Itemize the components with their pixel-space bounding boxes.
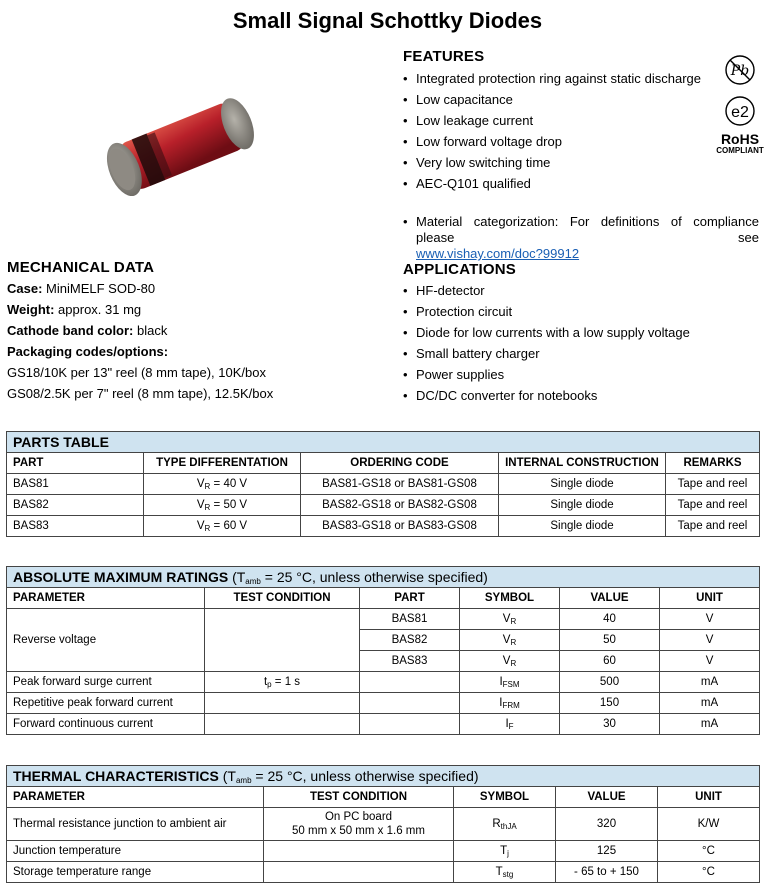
list-item: • Diode for low currents with a low supply voltage <box>403 325 759 341</box>
table-row: Repetitive peak forward current $I_{FRM}$ 150 mA <box>7 693 760 714</box>
table-row: Storage temperature range $T_{stg}$ - 65 to + 150 °C <box>7 862 760 883</box>
column-header: PART <box>360 588 460 609</box>
column-header: PARAMETER <box>7 588 205 609</box>
features-list <box>403 71 701 197</box>
e2-icon <box>724 95 756 127</box>
list-item: • HF-detector <box>403 283 759 299</box>
abs-max-caption: ABSOLUTE MAXIMUM RATINGS ($T_{amb} = 25$ °C, unless otherwise specified) <box>7 567 760 588</box>
compliant-label: COMPLIANT <box>716 146 764 155</box>
applications-list <box>403 283 759 409</box>
rohs-label: RoHS <box>720 131 760 147</box>
list-item: • Integrated protection ring against static discharge <box>403 71 701 87</box>
list-item: • Low forward voltage drop <box>403 134 701 150</box>
compliance-link[interactable]: www.vishay.com/doc?99912 <box>416 246 580 261</box>
thermal-table <box>6 765 760 883</box>
parts-table <box>6 431 760 537</box>
applications-heading: APPLICATIONS <box>403 261 516 278</box>
column-header: PARAMETER <box>7 787 264 808</box>
column-header: REMARKS <box>666 453 760 474</box>
mechanical-data: Case: MiniMELF SOD-80 Weight: approx. 31 mg Cathode band color: black Packaging codes/options: GS18/10K per 13" reel (8 mm tape), 10K/box GS08/2.5K per 7" reel (8 mm tape), 12.5K/box <box>7 281 274 401</box>
diode-image <box>92 84 268 210</box>
column-header: TYPE DIFFERENTATION <box>144 453 301 474</box>
list-item: • Low capacitance <box>403 92 701 108</box>
list-item: • Material categorization: For definitions of compliance please see www.vishay.com/doc?99912 <box>403 214 759 262</box>
table-row: Junction temperature $T_j$ 125 °C <box>7 841 760 862</box>
column-header: SYMBOL <box>460 588 560 609</box>
column-header: VALUE <box>560 588 660 609</box>
column-header: PART <box>7 453 144 474</box>
list-item: • Very low switching time <box>403 155 701 171</box>
column-header: UNIT <box>658 787 760 808</box>
list-item: • Low leakage current <box>403 113 701 129</box>
table-row: Peak forward surge current $t_p = 1$ s $I_{FSM}$ 500 mA <box>7 672 760 693</box>
column-header: TEST CONDITION <box>205 588 360 609</box>
column-header: UNIT <box>660 588 760 609</box>
table-row: BAS83 $V_R = 60$ V BAS83-GS18 or BAS83-GS08 Single diode Tape and reel <box>7 516 760 537</box>
abs-max-table <box>6 566 760 735</box>
thermal-caption: THERMAL CHARACTERISTICS ($T_{amb} = 25$ °C, unless otherwise specified) <box>7 766 760 787</box>
svg-text:Pb: Pb <box>730 63 750 79</box>
lead-free-icon <box>724 54 756 86</box>
material-list <box>403 214 759 267</box>
column-header: ORDERING CODE <box>301 453 499 474</box>
column-header: TEST CONDITION <box>264 787 454 808</box>
column-header: INTERNAL CONSTRUCTION <box>499 453 666 474</box>
list-item: • Power supplies <box>403 367 759 383</box>
table-row: Reverse voltage BAS81 $V_R$ 40 V <box>7 609 760 630</box>
svg-text:e2: e2 <box>731 104 749 121</box>
list-item: • Protection circuit <box>403 304 759 320</box>
page-title: Small Signal Schottky Diodes <box>232 8 543 33</box>
features-heading: FEATURES <box>403 48 485 65</box>
parts-table-caption: PARTS TABLE <box>7 432 760 453</box>
mechanical-heading: MECHANICAL DATA <box>7 259 155 276</box>
table-row: BAS82 $V_R$ 50 V <box>7 630 760 651</box>
list-item: • Small battery charger <box>403 346 759 362</box>
table-row: Thermal resistance junction to ambient air On PC board 50 mm x 50 mm x 1.6 mm $R_{thJA}$ 320 K/W <box>7 808 760 841</box>
table-row: BAS83 $V_R$ 60 V <box>7 651 760 672</box>
table-row: BAS82 $V_R = 50$ V BAS82-GS18 or BAS82-GS08 Single diode Tape and reel <box>7 495 760 516</box>
table-row: BAS81 $V_R = 40$ V BAS81-GS18 or BAS81-GS08 Single diode Tape and reel <box>7 474 760 495</box>
column-header: SYMBOL <box>454 787 556 808</box>
list-item: • DC/DC converter for notebooks <box>403 388 759 404</box>
table-row: Forward continuous current $I_F$ 30 mA <box>7 714 760 735</box>
list-item: • AEC-Q101 qualified <box>403 176 701 192</box>
column-header: VALUE <box>556 787 658 808</box>
compliance-logos <box>712 54 768 155</box>
